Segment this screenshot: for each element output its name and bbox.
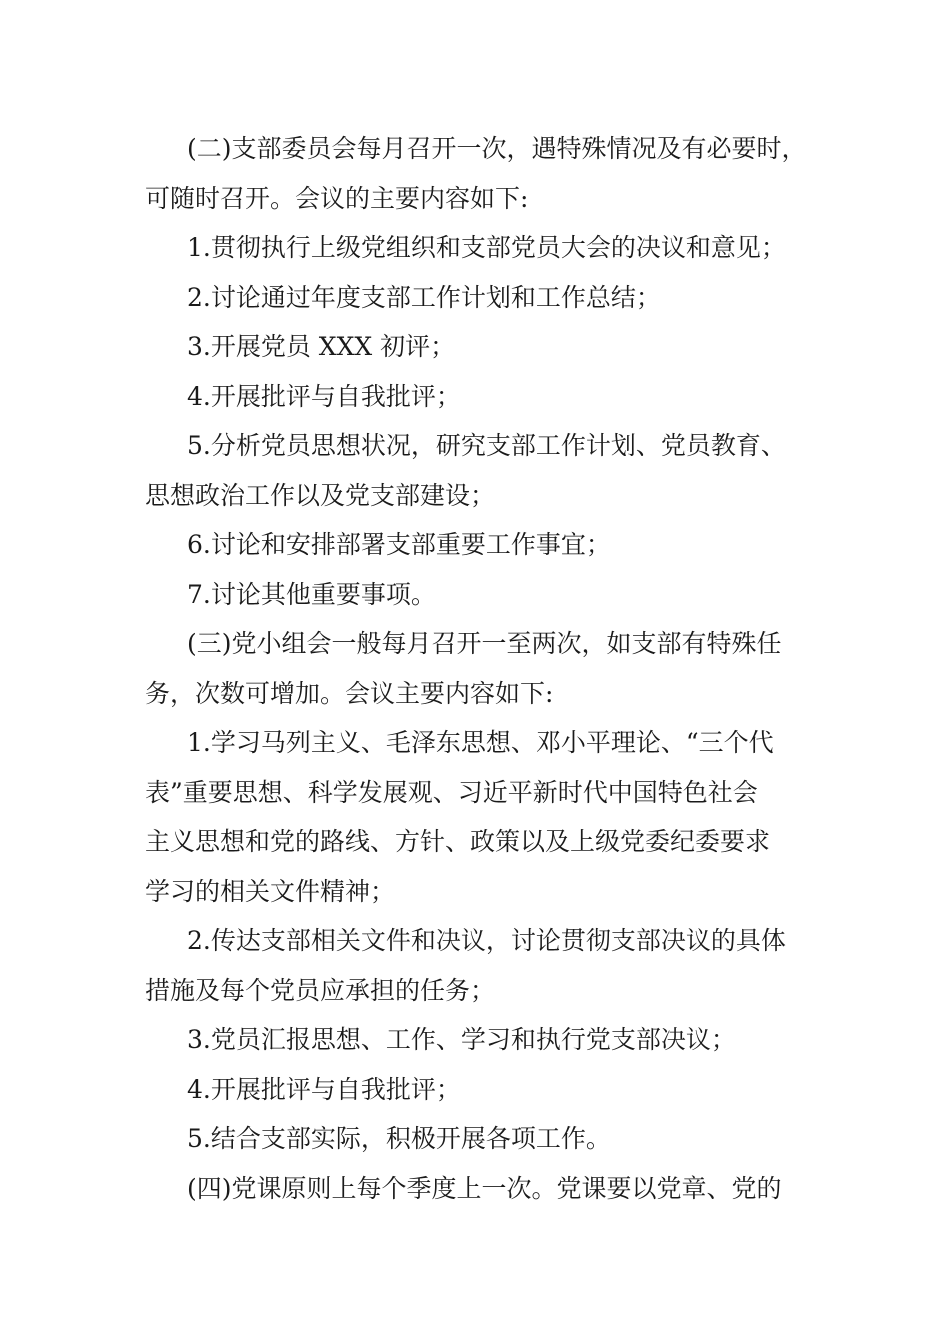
paragraph-line: 务，次数可增加。会议主要内容如下: bbox=[145, 678, 554, 708]
paragraph-line: 4.开展批评与自我批评； bbox=[187, 1074, 461, 1104]
paragraph-line: 2.传达支部相关文件和决议，讨论贯彻支部决议的具体 bbox=[187, 926, 786, 955]
paragraph-line: 1.学习马列主义、毛泽东思想、邓小平理论、“三个代 bbox=[187, 728, 774, 757]
paragraph-line: (四)党课原则上每个季度上一次。党课要以党章、党的 bbox=[187, 1173, 782, 1203]
paragraph bbox=[145, 1065, 815, 1115]
paragraph-line: (三)党小组会一般每月召开一至两次，如支部有特殊任 bbox=[187, 629, 782, 658]
paragraph bbox=[145, 520, 815, 570]
paragraph-line: 7.讨论其他重要事项。 bbox=[187, 579, 436, 609]
paragraph bbox=[145, 124, 815, 223]
paragraph-line: 措施及每个党员应承担的任务； bbox=[145, 975, 496, 1005]
paragraph-line: 学习的相关文件精神； bbox=[145, 876, 396, 906]
document-body bbox=[145, 124, 815, 1213]
paragraph-line: 主义思想和党的路线、方针、政策以及上级党委纪委要求 bbox=[145, 827, 771, 856]
paragraph bbox=[145, 619, 815, 718]
paragraph-line: 5.分析党员思想状况，研究支部工作计划、党员教育、 bbox=[187, 431, 786, 460]
paragraph-line: 表”重要思想、科学发展观、习近平新时代中国特色社会 bbox=[145, 777, 758, 807]
paragraph-line: 2.讨论通过年度支部工作计划和工作总结； bbox=[187, 282, 661, 312]
paragraph bbox=[145, 273, 815, 323]
paragraph-line: 可随时召开。会议的主要内容如下: bbox=[145, 183, 529, 213]
paragraph bbox=[145, 421, 815, 520]
paragraph-line: 3.党员汇报思想、工作、学习和执行党支部决议； bbox=[187, 1025, 736, 1054]
paragraph bbox=[145, 1114, 815, 1164]
paragraph-line: 4.开展批评与自我批评； bbox=[187, 381, 461, 411]
paragraph bbox=[145, 322, 815, 372]
paragraph bbox=[145, 916, 815, 1015]
paragraph-line: (二)支部委员会每月召开一次，遇特殊情况及有必要时， bbox=[187, 134, 807, 163]
paragraph-line: 6.讨论和安排部署支部重要工作事宜； bbox=[187, 530, 611, 559]
paragraph bbox=[145, 372, 815, 422]
paragraph bbox=[145, 570, 815, 620]
paragraph-line: 思想政治工作以及党支部建设； bbox=[145, 480, 496, 510]
paragraph-line: 5.结合支部实际，积极开展各项工作。 bbox=[187, 1124, 611, 1153]
paragraph bbox=[145, 718, 815, 916]
paragraph-line: 1.贯彻执行上级党组织和支部党员大会的决议和意见； bbox=[187, 233, 786, 262]
paragraph bbox=[145, 1164, 815, 1214]
paragraph bbox=[145, 223, 815, 273]
paragraph-line: 3.开展党员 XXX 初评； bbox=[187, 332, 456, 361]
paragraph bbox=[145, 1015, 815, 1065]
